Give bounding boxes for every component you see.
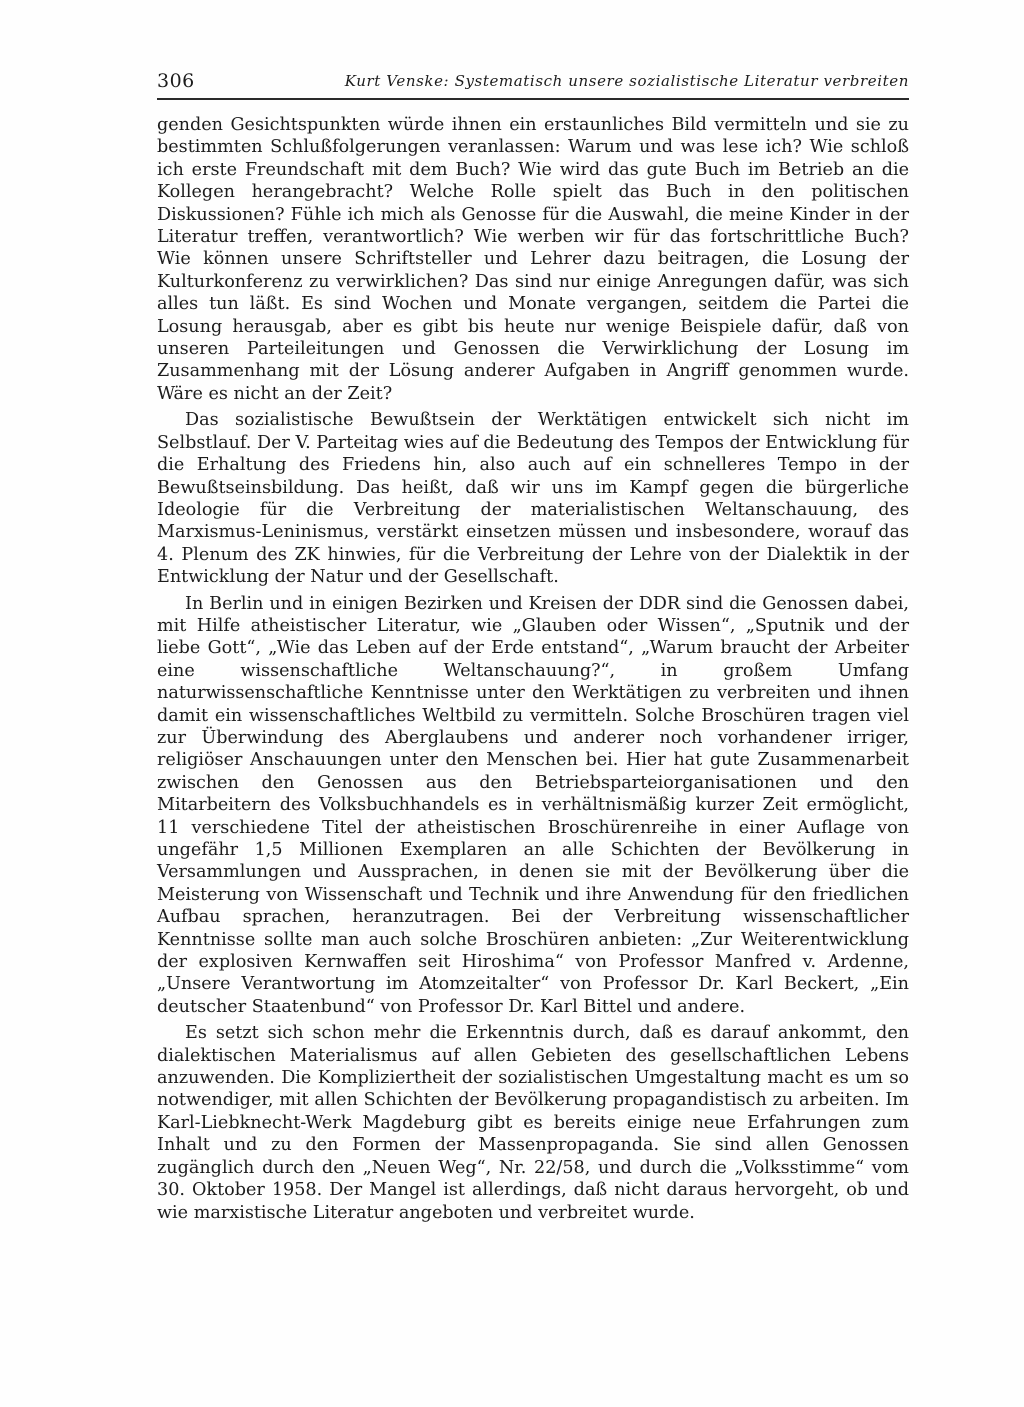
paragraph-3: In Berlin und in einigen Bezirken und Kreisen der DDR sind die Genossen dabei, mit Hilfe atheistischer Literatur, wie „Glauben oder Wissen“, „Sputnik und der liebe Gott“, „Wie das Leben auf der Erde entstand“, „Warum braucht der Arbeiter eine wissenschaftliche Weltanschauung?“, in großem Umfang naturwissenschaftliche Kenntnisse unter den Werktätigen zu verbreiten und ihnen damit ein wissenschaftliches Weltbild zu vermitteln. Solche Broschüren tragen viel zur Überwindung des Aberglaubens und anderer noch vorhandener irriger, religiöser Anschauungen unter den Menschen bei. Hier hat gute Zusammenarbeit zwischen den Genossen aus den Betriebsparteiorganisationen und den Mitarbeitern des Volksbuchhandels es in verhältnismäßig kurzer Zeit ermöglicht, 11 verschiedene Titel der atheistischen Broschürenreihe in einer Auflage von ungefähr 1,5 Millionen Exemplaren an alle Schichten der Bevölkerung in Versammlungen und Aussprachen, in denen sie mit der Bevölkerung über die Meisterung von Wissenschaft und Technik und ihre Anwendung für den friedlichen Aufbau sprachen, heranzutragen. Bei der Verbreitung wissenschaftlicher Kenntnisse sollte man auch solche Broschüren anbieten: „Zur Weiterentwicklung der explosiven Kernwaffen seit Hiroshima“ von Professor Manfred v. Ardenne, „Unsere Verantwortung im Atomzeitalter“ von Professor Dr. Karl Beckert, „Ein deutscher Staatenbund“ von Professor Dr. Karl Bittel und andere.	[157, 593, 909, 1017]
running-title: Kurt Venske: Systematisch unsere sozialistische Literatur verbreiten	[344, 72, 909, 90]
paragraph-2: Das sozialistische Bewußtsein der Werktätigen entwickelt sich nicht im Selbstlauf. Der V. Parteitag wies auf die Bedeutung des Tempos der Entwicklung für die Erhaltung des Friedens hin, also auch auf ein schnelleres Tempo in der Bewußtseinsbildung. Das heißt, daß wir uns im Kampf gegen die bürgerliche Ideologie für die Verbreitung der materialistischen Weltanschauung, des Marxismus-Leninismus, verstärkt einsetzen müssen und insbesondere, worauf das 4. Plenum des ZK hinwies, für die Verbreitung der Lehre von der Dialektik in der Entwicklung der Natur und der Gesellschaft.	[157, 410, 910, 588]
article-body	[157, 114, 909, 1228]
paragraph-4: Es setzt sich schon mehr die Erkenntnis durch, daß es darauf ankommt, den dialektischen Materialismus auf allen Gebieten des gesellschaftlichen Lebens anzuwenden. Die Kompliziertheit der sozialistischen Umgestaltung macht es um so notwendiger, mit allen Schichten der Bevölkerung propagandistisch zu arbeiten. Im Karl-Liebknecht-Werk Magdeburg gibt es bereits einige neue Erfahrungen zum Inhalt und zu den Formen der Massenpropaganda. Sie sind allen Genossen zugänglich durch den „Neuen Weg“, Nr. 22/58, und durch die „Volksstimme“ vom 30. Oktober 1958. Der Mangel ist allerdings, daß nicht daraus hervorgeht, ob und wie marxistische Literatur angeboten und verbreitet wurde.	[157, 1023, 909, 1223]
paragraph-1: genden Gesichtspunkten würde ihnen ein erstaunliches Bild vermitteln und sie zu bestimmten Schlußfolgerungen veranlassen: Warum und was lese ich? Wie schloß ich erste Freundschaft mit dem Buch? Wie wird das gute Buch im Betrieb an die Kollegen herangebracht? Welche Rolle spielt das Buch in den politischen Diskussionen? Fühle ich mich als Genosse für die Auswahl, die meine Kinder in der Literatur treffen, verantwortlich? Wie werben wir für das fortschrittliche Buch? Wie können unsere Schriftsteller und Lehrer dazu beitragen, die Losung der Kulturkonferenz zu verwirklichen? Das sind nur einige Anregungen dafür, was sich alles tun läßt. Es sind Wochen und Monate vergangen, seitdem die Partei die Losung herausgab, aber es gibt bis heute nur wenige Beispiele dafür, daß von unseren Parteileitungen und Genossen die Verwirklichung der Losung im Zusammenhang mit der Lösung anderer Aufgaben in Angriff genommen wurde. Wäre es nicht an der Zeit?	[157, 115, 909, 404]
page-header	[157, 66, 909, 100]
page-number: 306	[157, 70, 195, 92]
